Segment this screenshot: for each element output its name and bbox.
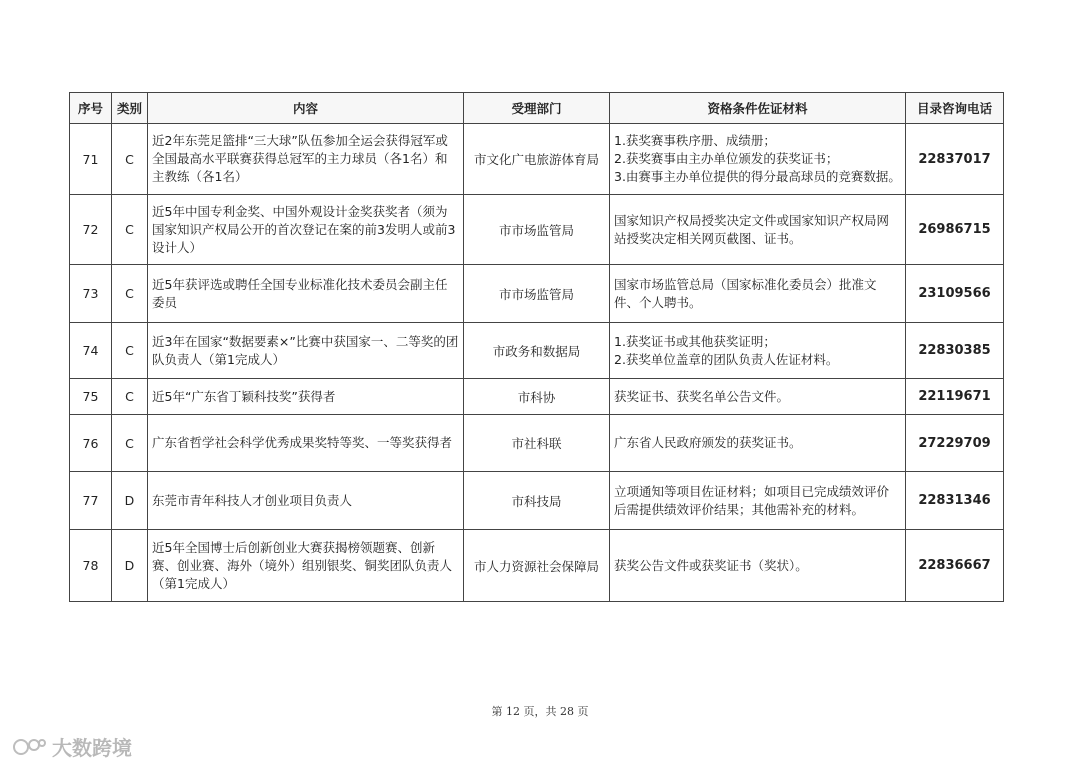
cell-department: 市政务和数据局	[464, 323, 610, 379]
cell-seq: 71	[70, 124, 112, 195]
table-row	[70, 530, 1004, 602]
cell-phone: 22119671	[906, 379, 1004, 415]
cell-department: 市科协	[464, 379, 610, 415]
header-content: 内容	[148, 93, 464, 124]
page-number: 第 12 页，共 28 页	[491, 705, 589, 718]
cell-category: C	[112, 265, 148, 323]
cell-seq: 72	[70, 195, 112, 265]
cell-department: 市科技局	[464, 472, 610, 530]
cell-content: 近2年东莞足篮排“三大球”队伍参加全运会获得冠军或全国最高水平联赛获得总冠军的主力球员（各1名）和主教练（各1名）	[148, 124, 464, 195]
header-seq: 序号	[70, 93, 112, 124]
cell-materials: 国家知识产权局授奖决定文件或国家知识产权局网站授奖决定相关网页截图、证书。	[610, 195, 906, 265]
cell-department: 市人力资源社会保障局	[464, 530, 610, 602]
watermark	[12, 732, 132, 761]
cell-materials: 1.获奖证书或其他获奖证明； 2.获奖单位盖章的团队负责人佐证材料。	[610, 323, 906, 379]
cell-phone: 22830385	[906, 323, 1004, 379]
cell-materials: 广东省人民政府颁发的获奖证书。	[610, 415, 906, 472]
table-row	[70, 379, 1004, 415]
cell-department: 市文化广电旅游体育局	[464, 124, 610, 195]
camera-logo-icon	[12, 736, 46, 758]
cell-materials: 获奖证书、获奖名单公告文件。	[610, 379, 906, 415]
header-materials: 资格条件佐证材料	[610, 93, 906, 124]
cell-materials: 立项通知等项目佐证材料；如项目已完成绩效评价后需提供绩效评价结果；其他需补充的材料。	[610, 472, 906, 530]
cell-materials: 1.获奖赛事秩序册、成绩册； 2.获奖赛事由主办单位颁发的获奖证书； 3.由赛事主办单位提供的得分最高球员的竞赛数据。	[610, 124, 906, 195]
table-row	[70, 323, 1004, 379]
cell-content: 东莞市青年科技人才创业项目负责人	[148, 472, 464, 530]
cell-department: 市社科联	[464, 415, 610, 472]
table-row	[70, 265, 1004, 323]
cell-phone: 22836667	[906, 530, 1004, 602]
cell-content: 近5年获评选或聘任全国专业标准化技术委员会副主任委员	[148, 265, 464, 323]
table-row	[70, 124, 1004, 195]
cell-seq: 76	[70, 415, 112, 472]
table-row	[70, 195, 1004, 265]
cell-content: 近3年在国家“数据要素×”比赛中获国家一、二等奖的团队负责人（第1完成人）	[148, 323, 464, 379]
cell-content: 近5年“广东省丁颖科技奖”获得者	[148, 379, 464, 415]
cell-phone: 23109566	[906, 265, 1004, 323]
cell-phone: 22831346	[906, 472, 1004, 530]
cell-content: 广东省哲学社会科学优秀成果奖特等奖、一等奖获得者	[148, 415, 464, 472]
cell-content: 近5年全国博士后创新创业大赛获揭榜领题赛、创新赛、创业赛、海外（境外）组别银奖、铜奖团队负责人（第1完成人）	[148, 530, 464, 602]
cell-materials: 获奖公告文件或获奖证书（奖状）。	[610, 530, 906, 602]
table-header-row	[70, 93, 1004, 124]
cell-phone: 26986715	[906, 195, 1004, 265]
cell-phone: 22837017	[906, 124, 1004, 195]
cell-category: C	[112, 415, 148, 472]
header-department: 受理部门	[464, 93, 610, 124]
watermark-text: 大数跨境	[52, 736, 132, 760]
cell-seq: 78	[70, 530, 112, 602]
cell-category: C	[112, 195, 148, 265]
cell-category: D	[112, 472, 148, 530]
cell-category: C	[112, 379, 148, 415]
cell-seq: 73	[70, 265, 112, 323]
cell-department: 市市场监管局	[464, 195, 610, 265]
cell-phone: 27229709	[906, 415, 1004, 472]
cell-category: C	[112, 323, 148, 379]
cell-seq: 75	[70, 379, 112, 415]
cell-materials: 国家市场监管总局（国家标准化委员会）批准文件、个人聘书。	[610, 265, 906, 323]
cell-category: C	[112, 124, 148, 195]
cell-seq: 77	[70, 472, 112, 530]
table-row	[70, 472, 1004, 530]
header-category: 类别	[112, 93, 148, 124]
cell-seq: 74	[70, 323, 112, 379]
cell-category: D	[112, 530, 148, 602]
cell-content: 近5年中国专利金奖、中国外观设计金奖获奖者（须为国家知识产权局公开的首次登记在案的前3发明人或前3设计人）	[148, 195, 464, 265]
cell-department: 市市场监管局	[464, 265, 610, 323]
qualification-table	[69, 92, 1004, 602]
header-phone: 目录咨询电话	[906, 93, 1004, 124]
table-row	[70, 415, 1004, 472]
